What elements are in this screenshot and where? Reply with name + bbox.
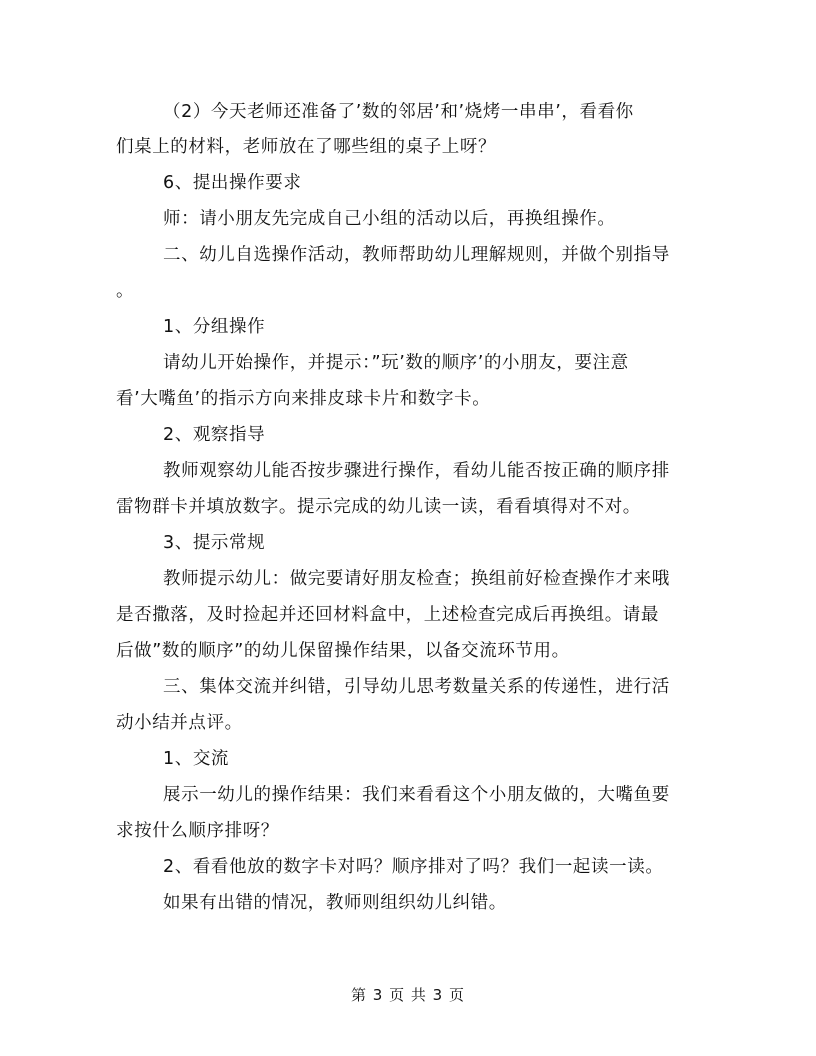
paragraph-line: （2）今天老师还准备了’数的邻居’和’烧烤一串串’，看看你 — [163, 102, 634, 122]
page-footer: 第 3 页 共 3 页 — [351, 986, 465, 1004]
paragraph-line: 动小结并点评。 — [116, 713, 243, 733]
section-heading: 6、提出操作要求 — [163, 173, 302, 193]
section-heading: 3、提示常规 — [163, 533, 266, 553]
paragraph-line: 们桌上的材料，老师放在了哪些组的桌子上呀？ — [116, 137, 497, 157]
paragraph-line: 求按什么顺序排呀？ — [116, 821, 279, 841]
paragraph-line: 请幼儿开始操作，并提示：”玩’数的顺序’的小朋友，要注意 — [163, 353, 629, 373]
paragraph-line: 雷物群卡并填放数字。提示完成的幼儿读一读，看看填得对不对。 — [116, 497, 641, 517]
section-heading: 1、交流 — [163, 749, 230, 769]
section-heading: 二、幼儿自选操作活动，教师帮助幼儿理解规则，并做个别指导 — [163, 245, 670, 265]
paragraph-line: 看’大嘴鱼’的指示方向来排皮球卡片和数字卡。 — [116, 389, 491, 409]
paragraph-line: 师：请小朋友先完成自己小组的活动以后，再换组操作。 — [163, 209, 616, 229]
paragraph-line: 是否撒落，及时捡起并还回材料盒中，上述检查完成后再换组。请最 — [116, 605, 659, 625]
section-heading: 三、集体交流并纠错，引导幼儿思考数量关系的传递性，进行活 — [163, 677, 670, 697]
paragraph-line: 教师观察幼儿能否按步骤进行操作，看幼儿能否按正确的顺序排 — [163, 461, 670, 481]
paragraph-line: 2、看看他放的数字卡对吗？顺序排对了吗？我们一起读一读。 — [163, 857, 664, 877]
paragraph-line: 如果有出错的情况，教师则组织幼儿纠错。 — [163, 893, 507, 913]
paragraph-line: 后做”数的顺序”的幼儿保留操作结果，以备交流环节用。 — [116, 641, 570, 661]
paragraph-line: 教师提示幼儿：做完要请好朋友检查；换组前好检查操作才来哦 — [163, 569, 670, 589]
paragraph-line: 展示一幼儿的操作结果：我们来看看这个小朋友做的，大嘴鱼要 — [163, 785, 670, 805]
section-heading: 1、分组操作 — [163, 317, 266, 337]
section-heading: 2、观察指导 — [163, 425, 266, 445]
paragraph-line: 。 — [116, 281, 135, 301]
